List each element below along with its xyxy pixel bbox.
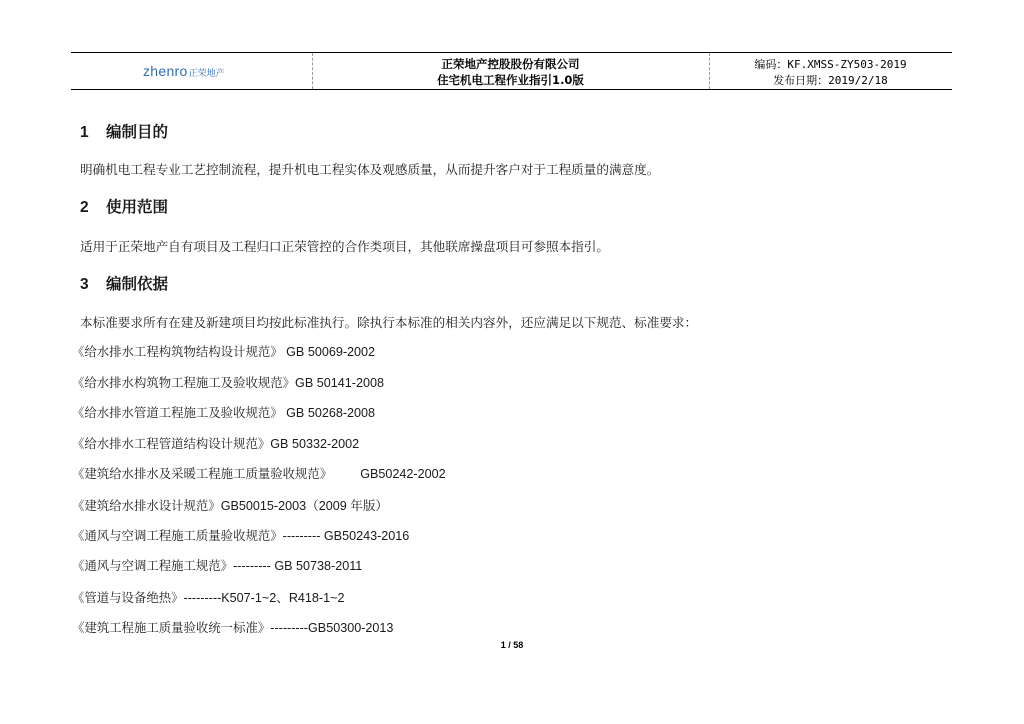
section-number: 1 bbox=[80, 124, 89, 141]
section-number: 2 bbox=[80, 199, 89, 216]
page-number: 1 / 58 bbox=[500, 640, 524, 650]
reference-name: 《给水排水管道工程施工及验收规范》 bbox=[72, 405, 283, 420]
section-title: 使用范围 bbox=[106, 198, 169, 216]
reference-name: 《建筑给水排水设计规范》 bbox=[72, 498, 221, 513]
reference-name: 《管道与设备绝热》 bbox=[72, 590, 184, 605]
document-title: 住宅机电工程作业指引1.0版 bbox=[437, 73, 584, 87]
reference-code: --------- GB 50738-2011 bbox=[233, 559, 363, 573]
company-name: 正荣地产控股股份有限公司 bbox=[441, 57, 580, 71]
reference-name: 《通风与空调工程施工规范》 bbox=[72, 558, 234, 573]
reference-item bbox=[72, 495, 388, 514]
section-number: 3 bbox=[80, 276, 89, 293]
zhenro-logo bbox=[143, 63, 225, 79]
section-2-text: 适用于正荣地产自有项目及工程归口正荣管控的合作类项目，其他联席操盘项目可参照本指引。 bbox=[80, 239, 609, 254]
section-3-heading bbox=[80, 272, 168, 294]
reference-item bbox=[72, 587, 345, 606]
reference-item bbox=[72, 556, 362, 574]
reference-code: ---------GB50300-2013 bbox=[270, 621, 394, 635]
reference-name: 《给水排水构筑物工程施工及验收规范》 bbox=[72, 375, 296, 390]
reference-item bbox=[72, 618, 393, 636]
reference-item bbox=[72, 464, 446, 482]
reference-code: GB50242-2002 bbox=[332, 467, 446, 481]
reference-name: 《给水排水工程构筑物结构设计规范》 bbox=[72, 344, 283, 359]
reference-item bbox=[72, 373, 384, 391]
reference-item bbox=[72, 342, 375, 360]
reference-code: GB 50069-2002 bbox=[282, 345, 376, 359]
reference-code: GB 50141-2008 bbox=[295, 376, 384, 390]
logo-chinese-text: 正荣地产 bbox=[188, 69, 225, 79]
reference-item bbox=[72, 403, 375, 421]
section-3-text: 本标准要求所有在建及新建项目均按此标准执行。除执行本标准的相关内容外，还应满足以下规范、标准要求： bbox=[80, 315, 698, 330]
header-logo-cell bbox=[71, 53, 313, 89]
section-1-heading bbox=[80, 120, 168, 142]
section-2-heading bbox=[80, 195, 168, 217]
reference-code: GB 50268-2008 bbox=[282, 406, 376, 420]
section-1-text: 明确机电工程专业工艺控制流程，提升机电工程实体及观感质量，从而提升客户对于工程质量的满意度。 bbox=[80, 162, 660, 177]
document-code: 编码：KF.XMSS-ZY503-2019 bbox=[754, 58, 907, 71]
reference-item bbox=[72, 526, 409, 544]
reference-code: GB50015-2003（2009 年版） bbox=[220, 499, 389, 513]
reference-name: 《建筑工程施工质量验收统一标准》 bbox=[72, 620, 271, 635]
reference-name: 《给水排水工程管道结构设计规范》 bbox=[72, 436, 271, 451]
section-title: 编制目的 bbox=[106, 123, 169, 141]
reference-code: GB 50332-2002 bbox=[270, 437, 360, 451]
reference-code: ---------K507-1~2、R418-1~2 bbox=[183, 591, 345, 605]
header-title-cell bbox=[312, 53, 710, 89]
header-meta-cell bbox=[709, 53, 952, 89]
reference-name: 《通风与空调工程施工质量验收规范》 bbox=[72, 528, 283, 543]
section-title: 编制依据 bbox=[106, 275, 169, 293]
reference-name: 《建筑给水排水及采暖工程施工质量验收规范》 bbox=[72, 466, 333, 481]
reference-code: --------- GB50243-2016 bbox=[282, 529, 410, 543]
publish-date: 发布日期：2019/2/18 bbox=[773, 74, 888, 87]
reference-item bbox=[72, 434, 359, 452]
document-header bbox=[71, 52, 952, 90]
logo-latin-text: zhenro bbox=[143, 63, 188, 79]
